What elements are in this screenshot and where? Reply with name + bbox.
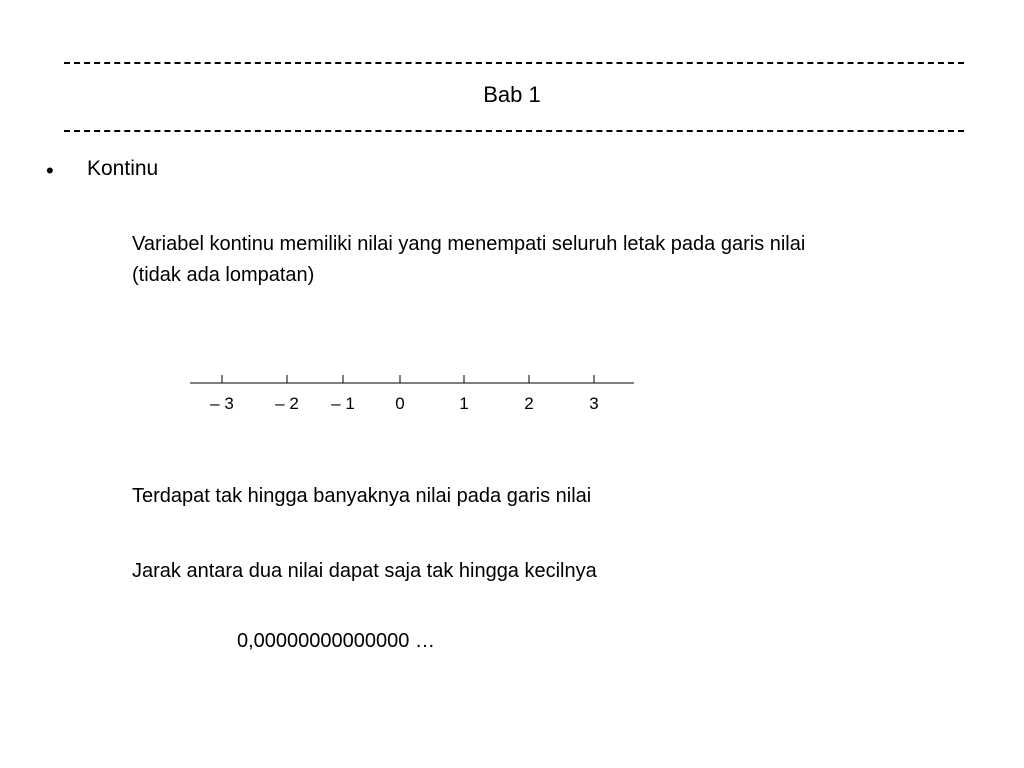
chapter-title: Bab 1 <box>483 82 541 107</box>
number-line-tick-label: – 3 <box>210 394 234 413</box>
description-line-2: (tidak ada lompatan) <box>132 264 315 286</box>
decimal-example: 0,00000000000000 … <box>237 630 435 652</box>
number-line-ticks <box>210 375 599 413</box>
number-line-tick-label: 1 <box>459 394 469 413</box>
number-line-tick-label: – 2 <box>275 394 299 413</box>
infinite-values-text: Terdapat tak hingga banyaknya nilai pada garis nilai <box>132 485 592 507</box>
bullet-dot-icon: • <box>46 158 54 183</box>
number-line-tick-label: 2 <box>524 394 534 413</box>
description-line-1: Variabel kontinu memiliki nilai yang menempati seluruh letak pada garis nilai <box>132 233 806 255</box>
number-line-tick-label: 3 <box>589 394 599 413</box>
bullet-heading: Kontinu <box>87 157 159 180</box>
number-line-tick-label: – 1 <box>331 394 355 413</box>
number-line-tick-label: 0 <box>395 394 405 413</box>
infinitely-small-text: Jarak antara dua nilai dapat saja tak hingga kecilnya <box>132 560 597 582</box>
